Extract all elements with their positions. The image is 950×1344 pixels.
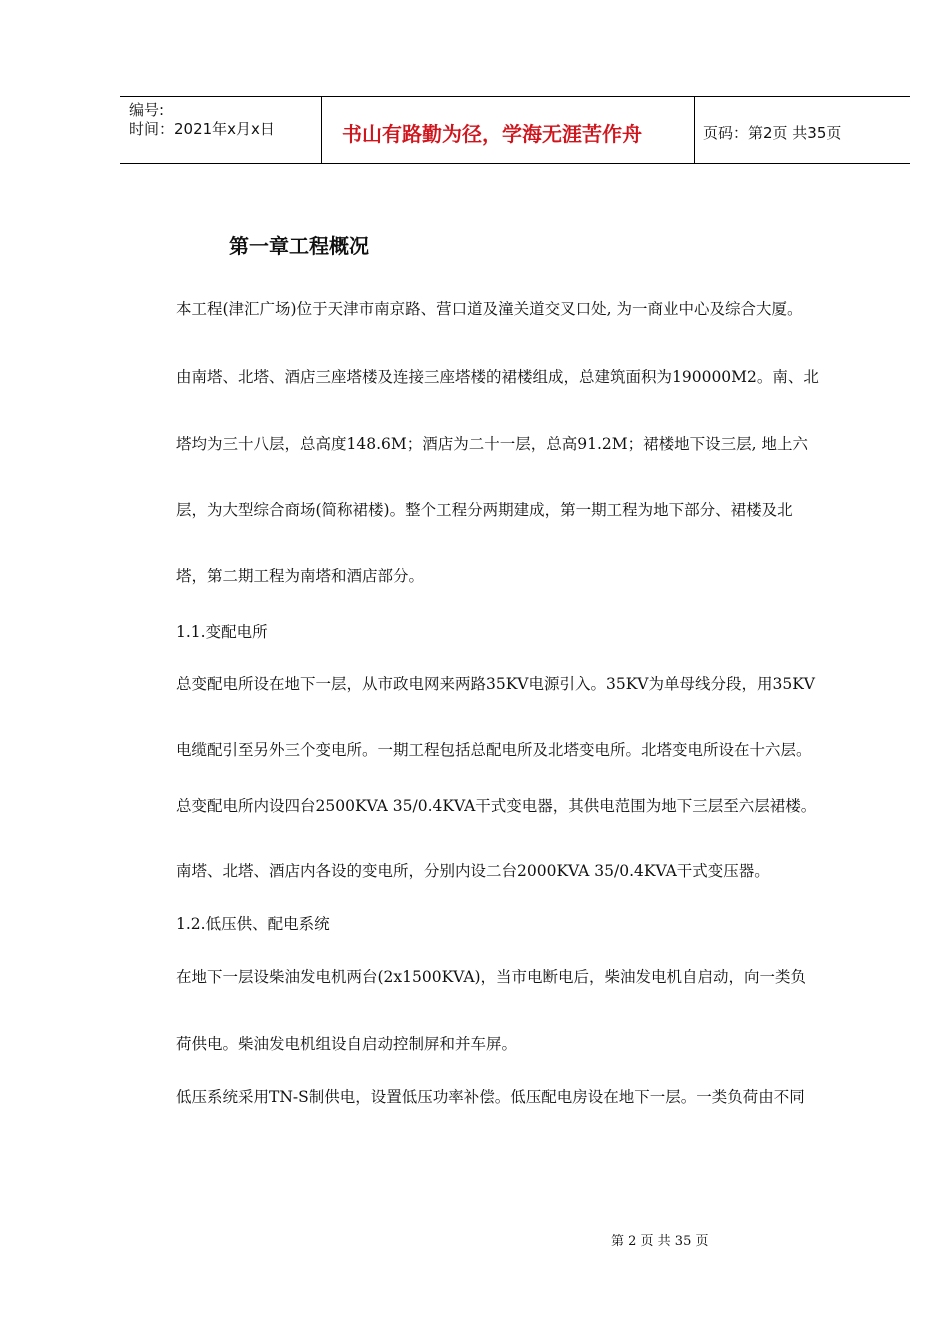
body-line: 南塔、北塔、酒店内各设的变电所，分别内设二台2000KVA 35/0.4KVA干式变压器。 <box>176 862 770 880</box>
body-line: 荷供电。柴油发电机组设自启动控制屏和并车屏。 <box>176 1035 518 1053</box>
body-line: 由南塔、北塔、酒店三座塔楼及连接三座塔楼的裙楼组成，总建筑面积为190000M2。南、北 <box>176 368 819 386</box>
header-bottom-rule <box>120 163 910 164</box>
body-line: 在地下一层设柴油发电机两台(2x1500KVA)，当市电断电后，柴油发电机自启动，向一类负 <box>176 968 807 986</box>
page-footer: 第 2 页 共 35 页 <box>611 1234 709 1249</box>
body-line: 塔，第二期工程为南塔和酒店部分。 <box>176 567 425 585</box>
body-line: 电缆配引至另外三个变电所。一期工程包括总配电所及北塔变电所。北塔变电所设在十六层。 <box>176 741 812 759</box>
header-divider <box>321 96 322 164</box>
document-id-label: 编号: <box>129 101 165 119</box>
header-top-rule <box>120 96 910 97</box>
document-time-label: 时间：2021年x月x日 <box>129 120 275 138</box>
chapter-title: 第一章工程概况 <box>229 234 369 258</box>
header-motto: 书山有路勤为径，学海无涯苦作舟 <box>342 122 642 146</box>
body-line: 总变配电所设在地下一层，从市政电网来两路35KV电源引入。35KV为单母线分段，用35KV <box>176 675 815 693</box>
body-line: 低压系统采用TN-S制供电，设置低压功率补偿。低压配电房设在地下一层。一类负荷由不同 <box>176 1088 805 1106</box>
header-divider <box>694 96 695 164</box>
body-line: 层，为大型综合商场(简称裙楼)。整个工程分两期建成，第一期工程为地下部分、裙楼及北 <box>176 501 793 519</box>
body-line: 塔均为三十八层，总高度148.6M；酒店为二十一层，总高91.2M；裙楼地下设三层, 地上六 <box>176 435 808 453</box>
section-heading: 1.2.低压供、配电系统 <box>176 915 330 933</box>
body-line: 总变配电所内设四台2500KVA 35/0.4KVA干式变电器，其供电范围为地下三层至六层裙楼。 <box>176 797 817 815</box>
header-page-number: 页码：第2页 共35页 <box>703 124 842 142</box>
body-line: 本工程(津汇广场)位于天津市南京路、营口道及潼关道交叉口处, 为一商业中心及综合大厦。 <box>176 300 803 318</box>
section-heading: 1.1.变配电所 <box>176 623 268 641</box>
page-header <box>120 96 910 164</box>
